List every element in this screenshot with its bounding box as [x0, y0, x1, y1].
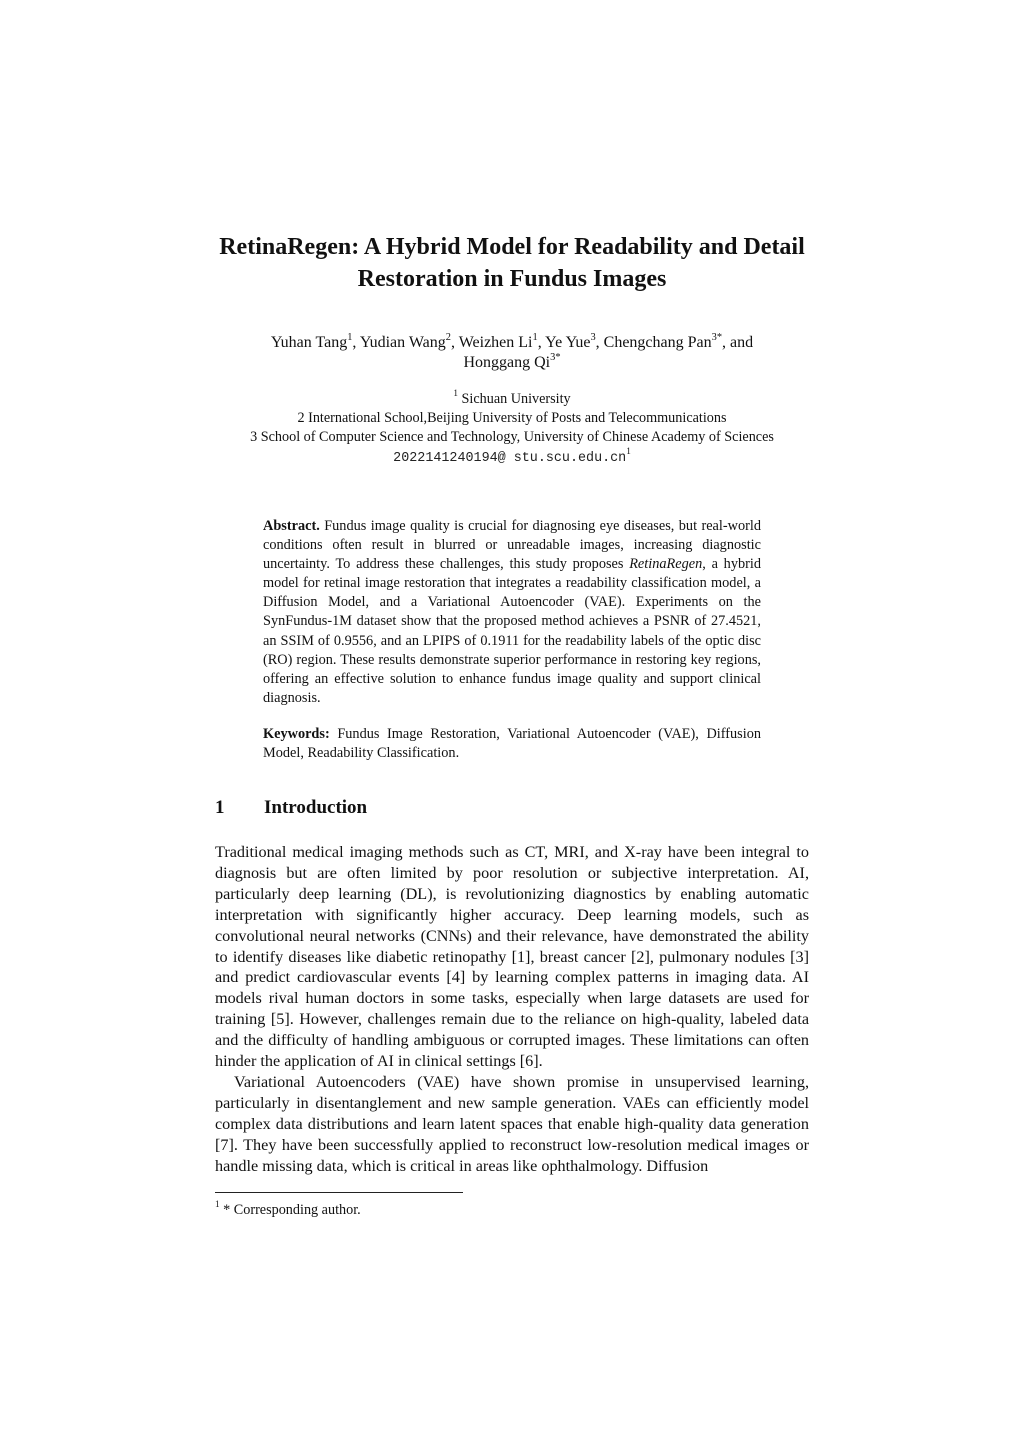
- keywords-label: Keywords:: [263, 726, 330, 742]
- author-affil-sup: 3*: [711, 331, 723, 343]
- author-name: Yuhan Tang: [270, 334, 348, 351]
- title-line-1: RetinaRegen: A Hybrid Model for Readability and Detail: [219, 234, 805, 260]
- footnote-divider: [215, 1192, 463, 1193]
- section-heading: [215, 796, 367, 820]
- title-line-2: Restoration in Fundus Images: [357, 266, 667, 292]
- section-title: Introduction: [264, 797, 368, 818]
- keywords: [263, 725, 761, 763]
- affiliation-sup: 1: [453, 388, 458, 399]
- author-separator: , and: [722, 334, 754, 351]
- email-text: 2022141240194@ stu.scu.edu.cn: [393, 450, 627, 466]
- section-number: 1: [215, 797, 225, 818]
- author-separator: ,: [450, 334, 459, 351]
- abstract-model-name: RetinaRegen: [629, 556, 703, 573]
- abstract: [263, 517, 761, 708]
- email-sup: 1: [626, 445, 631, 456]
- author-affil-sup: 3: [590, 331, 596, 343]
- contact-email: [150, 445, 874, 468]
- author-separator: ,: [537, 334, 546, 351]
- affiliations: [150, 390, 874, 468]
- author-affil-sup: 3*: [550, 351, 561, 363]
- author-name: Honggang Qi: [463, 354, 551, 371]
- body-text: [215, 842, 809, 1177]
- affiliation-2: 2 International School,Beijing University of Posts and Telecommunications: [297, 410, 727, 427]
- paragraph: Variational Autoencoders (VAE) have shown promise in unsupervised learning, particularly in disentanglement and new sample generation. VAEs can efficiently model complex data distributions and learn latent spaces that enable high-quality data generation [7]. They have been successfully applied to reconstruct low-resolution medical images or handle missing data, which is critical in areas like ophthalmology. Diffusion: [215, 1072, 809, 1175]
- author-list: [150, 333, 874, 373]
- abstract-label: Abstract.: [263, 518, 320, 534]
- author-name: Yudian Wang: [359, 334, 446, 351]
- affiliation-1-text: Sichuan University: [461, 391, 571, 407]
- paper-title: [150, 231, 874, 295]
- keywords-text: Fundus Image Restoration, Variational Autoencoder (VAE), Diffusion Model, Readability Classification.: [263, 726, 761, 762]
- author-affil-sup: 1: [532, 331, 538, 343]
- abstract-text-2: , a hybrid model for retinal image restoration that integrates a readability classification model, a Diffusion Model, and a Variational Autoencoder (VAE). Experiments on the SynFundus-1M dataset show that the proposed method achieves a PSNR of 27.4521, an SSIM of 0.9556, and an LPIPS of 0.1911 for the readability labels of the optic disc (RO) region. These results demonstrate superior performance in restoring key regions, offering an effective solution to enhance fundus image quality and support clinical diagnosis.: [263, 556, 761, 706]
- footnote-sup: 1: [215, 1199, 220, 1210]
- author-affil-sup: 1: [347, 331, 353, 343]
- footnote-text: * Corresponding author.: [219, 1202, 361, 1218]
- paragraph: Traditional medical imaging methods such as CT, MRI, and X-ray have been integral to diagnosis but are often limited by poor resolution or subjective interpretation. AI, particularly deep learning (DL), is revolutionizing diagnostics by enabling automatic interpretation with significantly higher accuracy. Deep learning models, such as convolutional neural networks (CNNs) and their relevance, have demonstrated the ability to identify diseases like diabetic retinopathy [1], breast cancer [2], pulmonary nodules [3] and predict cardiovascular events [4] by learning complex patterns in imaging data. AI models rival human doctors in some tasks, especially when large datasets are used for training [5]. However, challenges remain due to the reliance on high-quality, labeled data and the difficulty of handling ambiguous or corrupted images. These limitations can often hinder the application of AI in clinical settings [6].: [215, 843, 809, 1071]
- affiliation-3: 3 School of Computer Science and Technology, University of Chinese Academy of Sciences: [250, 429, 774, 446]
- abstract-text-1: Fundus image quality is crucial for diagnosing eye diseases, but real-world conditions often result in blurred or unreadable images, increasing diagnostic uncertainty. To address these challenges, this study proposes: [263, 518, 761, 573]
- author-name: Chengchang Pan: [603, 334, 712, 351]
- footnote: [215, 1201, 361, 1220]
- author-affil-sup: 2: [445, 331, 451, 343]
- affiliation-1: [150, 390, 874, 409]
- author-name: Ye Yue: [545, 334, 591, 351]
- author-separator: ,: [352, 334, 360, 351]
- author-separator: ,: [595, 334, 604, 351]
- author-name: Weizhen Li: [458, 334, 533, 351]
